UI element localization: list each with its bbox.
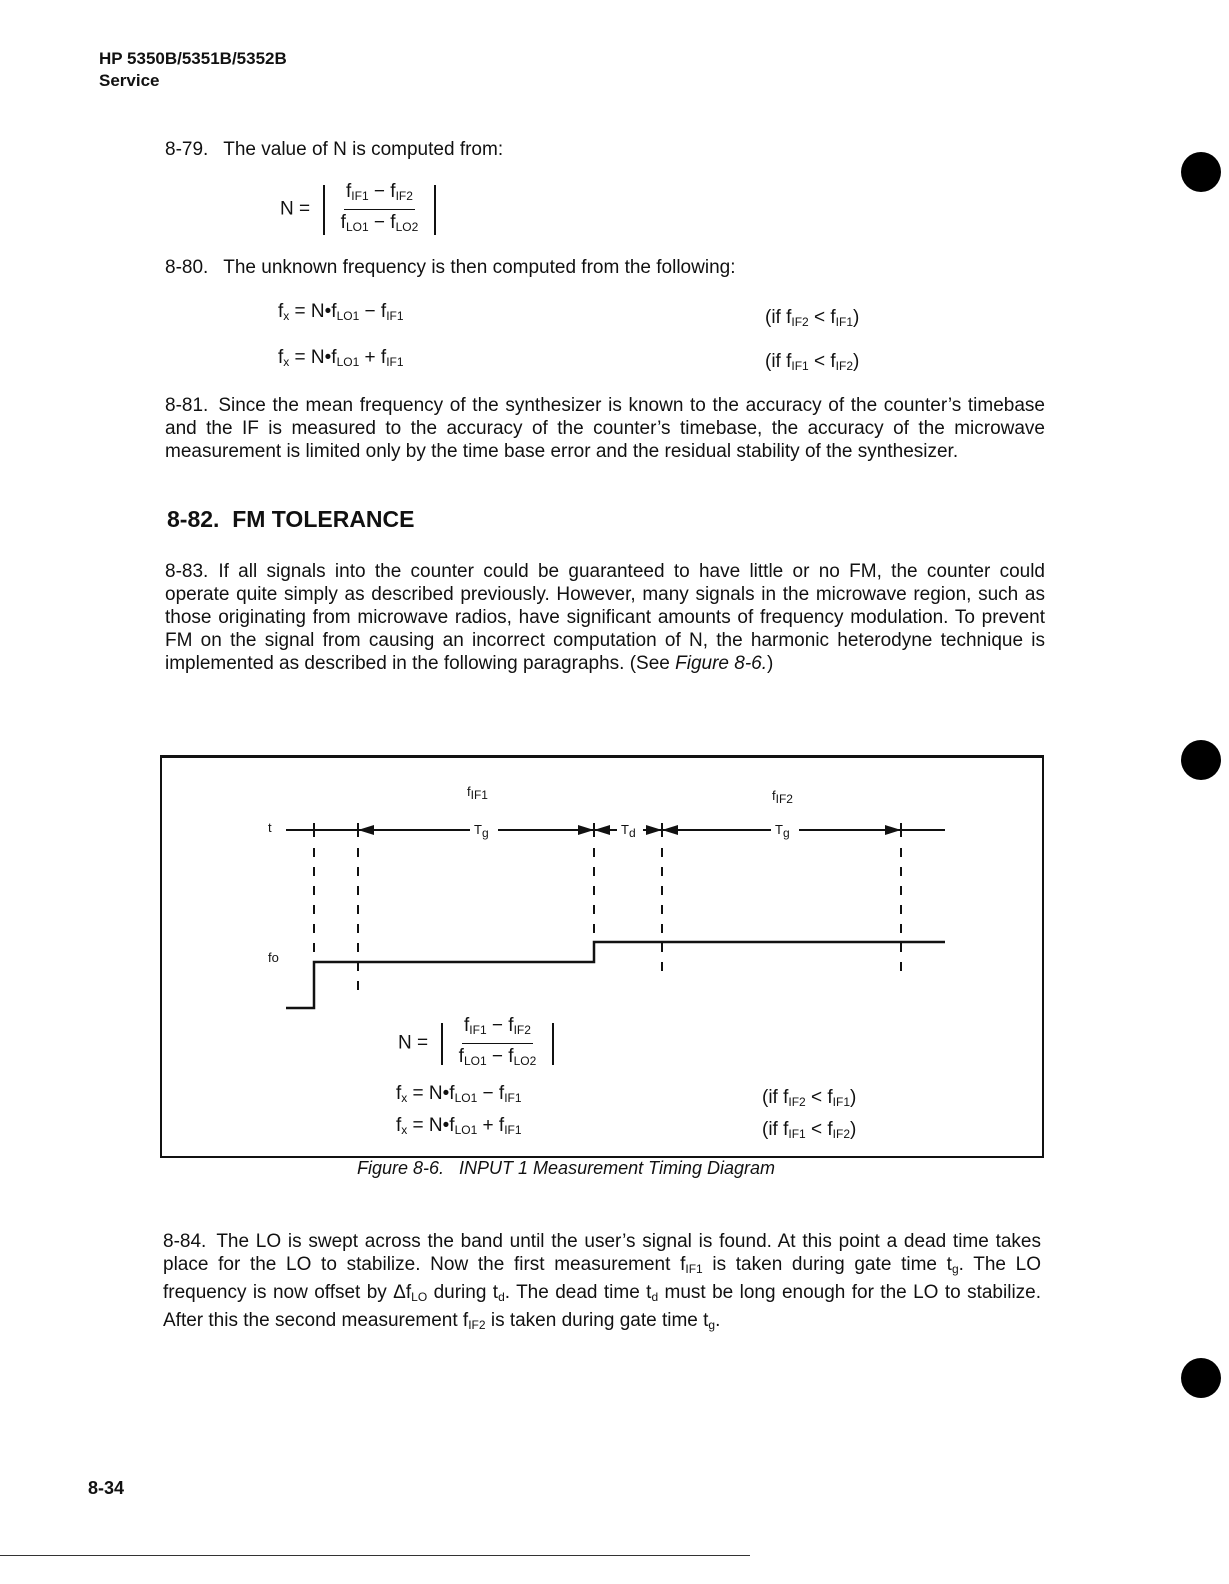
figure-fx-formula-1: $f_x$ = $N•f_{LO1} - f_{IF1}$ xyxy=(396,1083,522,1105)
paragraph-number: 8-83. xyxy=(165,561,209,582)
figure-fx-condition-2: (if $f_{IF1} < f_{IF2}$) xyxy=(762,1119,857,1141)
paragraph-number: 8-84. xyxy=(163,1231,207,1252)
doc-section-header: Service xyxy=(99,71,160,90)
paragraph-number: 8-79. xyxy=(165,139,209,160)
page-number: 8-34 xyxy=(88,1478,125,1498)
arrow-left-icon xyxy=(594,825,610,835)
fx-formula-2: $f_x$ = $N•f_{LO1} + f_{IF1}$ xyxy=(278,347,404,369)
label-fo: fo xyxy=(268,950,279,965)
footer-rule xyxy=(0,1555,750,1556)
lo-frequency-waveform xyxy=(286,942,945,1008)
n-formula-denominator: $f_{LO1} - f_{LO2}$ xyxy=(340,212,419,234)
paragraph-8-83: 8-83. If all signals into the counter could be guaranteed to have little or no FM, the counter could operate quite simply as described previously. However, many signals in the microwave region, such as those originating from microwave radios, have significant amounts of frequency modulation. To prevent FM on the signal from causing an incorrect computation of N, the harmonic heterodyne technique is implemented as described in the following paragraphs. (See Figure 8-6.) xyxy=(165,561,1045,674)
label-fif2: $f_{IF2}$ xyxy=(772,788,793,806)
label-td: $T_d$ xyxy=(621,822,636,840)
arrow-left-icon xyxy=(662,825,678,835)
arrow-right-icon xyxy=(885,825,901,835)
paragraph-text: If all signals into the counter could be guaranteed to have little or no FM, the counter could operate quite simply as described previously. However, many signals in the microwave region, such as those originating from microwave radios, have significant amounts of frequency modulation. To prevent FM on the signal from causing an incorrect computation of N, the harmonic heterodyne technique is implemented as described in the following paragraphs. (See xyxy=(165,561,1045,674)
fx-condition-1: (if $f_{IF2} < f_{IF1}$) xyxy=(765,307,860,329)
arrow-right-icon xyxy=(578,825,594,835)
figure-n-formula: N = $\frac{f_{IF1} - f_{IF2}}{f_{LO1} - f_{LO2}}$ xyxy=(398,1014,562,1073)
section-title: 8-82. FM TOLERANCE xyxy=(167,506,415,532)
paragraph-text: Since the mean frequency of the synthesizer is known to the accuracy of the counter’s timebase and the IF is measured to the accuracy of the counter’s timebase, the accuracy of the microwave measurement is limited only by the time base error and the residual stability of the synthesizer. xyxy=(165,395,1045,462)
figure-fx-condition-1: (if $f_{IF2} < f_{IF1}$) xyxy=(762,1087,857,1109)
arrow-left-icon xyxy=(358,825,374,835)
label-tg-2: $T_g$ xyxy=(775,822,790,840)
paragraph-text: The value of N is computed from: xyxy=(223,139,504,160)
figure-caption: Figure 8-6. INPUT 1 Measurement Timing Diagram xyxy=(357,1158,775,1178)
label-tg-1: $T_g$ xyxy=(474,822,489,840)
fx-condition-2: (if $f_{IF1} < f_{IF2}$) xyxy=(765,351,860,373)
paragraph-text: The LO is swept across the band until the user’s signal is found. At this point a dead time takes place for the LO to stabilize. Now the first measurement $f_{IF1}$ is taken during gate time $t_g$. The LO frequency is now offset by $\Delta f_{LO}$ during $t_d$. The dead time $t_d$ must be long enough for the LO to stabilize. After this the second measurement $f_{IF2}$ is taken during gate time $t_g$. xyxy=(163,1231,1042,1332)
paragraph-number: 8-80. xyxy=(165,257,209,278)
figure-reference: Figure 8-6. xyxy=(675,653,767,674)
n-formula-numerator: $f_{IF1} - f_{IF2}$ xyxy=(344,180,415,210)
label-fif1: $f_{IF1}$ xyxy=(467,784,488,802)
paragraph-number: 8-81. xyxy=(165,395,209,416)
arrow-right-icon xyxy=(646,825,662,835)
fx-formula-1: $f_x$ = $N•f_{LO1} - f_{IF1}$ xyxy=(278,301,404,323)
figure-fx-formula-2: $f_x$ = $N•f_{LO1} + f_{IF1}$ xyxy=(396,1115,522,1137)
n-formula-lhs: N = xyxy=(280,198,311,220)
label-t: t xyxy=(268,820,272,835)
paragraph-8-84 xyxy=(163,1230,1041,1337)
paragraph-text: The unknown frequency is then computed from the following: xyxy=(223,257,736,278)
doc-model-header: HP 5350B/5351B/5352B xyxy=(99,49,287,68)
